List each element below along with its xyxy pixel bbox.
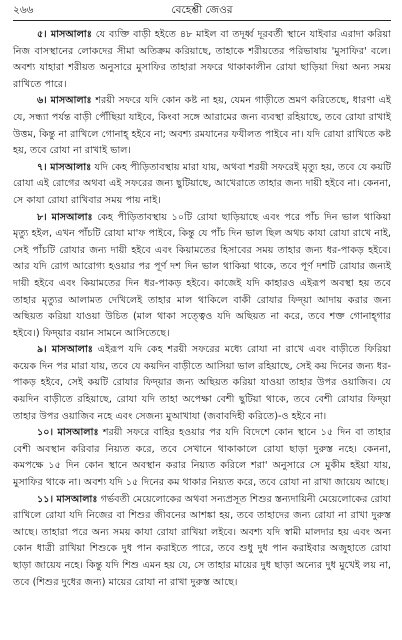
masala-label: ৭। মাসআলাঃ: [37, 161, 92, 173]
page-header: [13, 3, 391, 20]
masala-label: ১০। মাসআলাঃ: [37, 427, 99, 439]
header-rule: [13, 20, 391, 21]
masala-text: কেহ পীড়িতাবস্থায় ১০টি রোযা ছাড়িয়াছে এবং পরে পাঁচ দিন ভাল থাকিয়া মৃত্যু হইল, এখন পাঁচটি রোযা মা'ফ পাইবে, কিন্তু যে পাঁচ দিন ভাল ছিল অথচ কাযা রোযা রাখে নাই, সেই পাঁচটি রোযার জন্য দায়ী হইবে এবং কিয়ামতের হিসাবের সময় তাহার জন্য ধর-পাকড় হইবে। আর যদি রোগ আরোগ্য হওয়ার পর পূর্ণ দশ দিন ভাল থাকিয়া থাকে, তবে পূর্ণ দশটি রোযার জন্যই দায়ী হইবে এবং কিয়ামতের দিন ধর-পাকড় হইবে। কাজেই যদি কাহারও এইরূপ অবস্থা হয় তবে তাহার মৃত্যুর আলামত দেখিলেই তাহার মাল থাকিলে বাকী রোযার ফিদ্‌য়া আদায় করার জন্য অছিয়ত করিয়া যাওয়া উচিত (মাল থাকা সত্ত্বেও যদি অছিয়ত না করে, তবে শক্ত গোনাহ্‌গার হইবে।) ফিদ্‌য়ার বয়ান সামনে আসিতেছে।: [13, 211, 391, 339]
masala-label: ৬। মাসআলাঃ: [37, 95, 92, 107]
masala-text: এইরূপ যদি কেহ শরয়ী সফরের মধ্যে রোযা না রাখে এবং বাড়ীতে ফিরিয়া কয়েক দিন পর মারা যায়, তবে যে কয়দিন বাড়ীতে আসিয়া ভাল রহিয়াছে, সেই কয় দিনের জন্য ধর-পাকড় হইবে, সেই কয়টি রোযার ফিদ্‌য়ার জন্য অছিয়ত করিয়া যাওয়া তাহার উপর ওয়াজিব। যে কয়দিন বাড়ীতে রহিয়াছে, রোযা যদি তাহা অপেক্ষা বেশী ছুটিয়া থাকে, তবে বেশী রোযার ফিদ্‌য়া তাহার উপর ওয়াজিব নহে এবং সেজন্য মুআখাযা (জবাবদিহী করিতে)-ও হইবে না।: [13, 344, 391, 422]
masala-text: শরয়ী সফরে যদি কোন কষ্ট না হয়, যেমন গাড়ীতে ভ্রমণ করিতেছে, ধারণা এই যে, সন্ধ্যা পর্যন্ত বাড়ী পৌঁছিয়া যাইবে, কিংবা সঙ্গে আরামের জন্য ব্যবস্থা রহিয়াছে, তবে রোযা রাখাই উত্তম, কিন্তু না রাখিলে গোনাহ্ হইবে না; অবশ্য রমযানের ফযীলত পাইবে না। যদি রোযা রাখিতে কষ্ট হয়, তবে রোযা না রাখাই ভাল।: [13, 95, 391, 157]
masala-paragraph-10: [13, 425, 391, 491]
masala-label: ৮। মাসআলাঃ: [37, 211, 93, 223]
masala-label: ৫। মাসআলাঃ: [37, 29, 92, 40]
masala-text: শরয়ী সফরে বাহির হওয়ার পর যদি বিদেশে কোন স্থানে ১৫ দিন বা তাহার বেশী অবস্থান করিবার নিয়্যত করে, তবে সেখানে থাকাকালে রোযা ছাড়া দুরুস্ত নহে। কেননা, কমপক্ষে ১৫ দিন কোন স্থানে অবস্থান করার নিয়্যত করিলে শরা' অনুসারে সে মুকীম হইয়া যায়, মুসাফির থাকে না। অবশ্য যদি ১৫ দিনের কম থাকার নিয়্যত করে, তবে রোযা না রাখা জায়েয আছে।: [13, 427, 391, 489]
masala-label: ১১। মাসআলাঃ: [37, 493, 98, 505]
masala-paragraph-6: [13, 93, 391, 159]
masala-paragraph-8: [13, 210, 391, 343]
book-title: বেহেশ্তী জেওর: [171, 4, 233, 16]
page-number: ২৬৬: [13, 4, 34, 16]
masala-paragraph-11: [13, 492, 391, 592]
masala-text: গর্ভবতী মেয়েলোকের অথবা সন্যপ্রসূত শিশুর স্তন্যদায়িনী মেয়েলোকের রোযা রাখিলে রোযা যদি নিজের বা শিশুর জীবনের আশঙ্কা হয়, তবে তাহাদের জন্য রোযা না রাখা দুরুস্ত আছে। তাহারা পরে অন্য সময় কাযা রোযা রাখিয়া লইবে। অবশ্য যদি স্বামী মালদার হয় এবং অন্য কোন ধাত্রী রাখিয়া শিশুকে দুধ পান করাইতে পারে, তবে শুধু দুধ পান করাইবার অজুহাতে রোযা ছাড়া জায়েয নহে। কিন্তু যদি শিশু এমন হয় যে, সে তাহার মায়ের দুধ ছাড়া অন্যের দুধ মুখেই লয় না, তবে (শিশুর দুধের জন্য) মায়ের রোযা না রাখা দুরুস্ত আছে।: [13, 493, 391, 588]
document-body: [13, 27, 391, 591]
masala-label: ৯। মাসআলাঃ: [37, 344, 93, 356]
masala-text: যে ব্যক্তি বাড়ী হইতে ৪৮ মাইল বা তদূর্ধ্ব দূরবর্তী স্থানে যাইবার এরাদা করিয়া নিজ বাসস্থানের লোকদের সীমা অতিক্রম করিয়াছে, তাহাকে শরীয়তের পরিভাষায় 'মুসাফির' বলে। অবশ্য যাহারা শরীয়ত অনুসারে মুসাফির তাহারা সফরে থাকাকালীন রোযা ছাড়িয়া দিয়া অন্য সময় রাখিতে পারে।: [13, 29, 391, 90]
masala-text: যদি কেহ পীড়িতাবস্থায় মারা যায়, অথবা শরয়ী সফরেই মৃত্যু হয়, তবে যে কয়টি রোযা এই রোগের অথবা এই সফরের জন্য ছুটিয়াছে, আখেরাতে তাহার জন্য দায়ী হইবে না। কেননা, সে কাযা রোযা রাখিবার সময় পায় নাই।: [13, 161, 391, 206]
masala-paragraph-5: [13, 27, 391, 93]
masala-paragraph-9: [13, 342, 391, 425]
masala-paragraph-7: [13, 160, 391, 210]
